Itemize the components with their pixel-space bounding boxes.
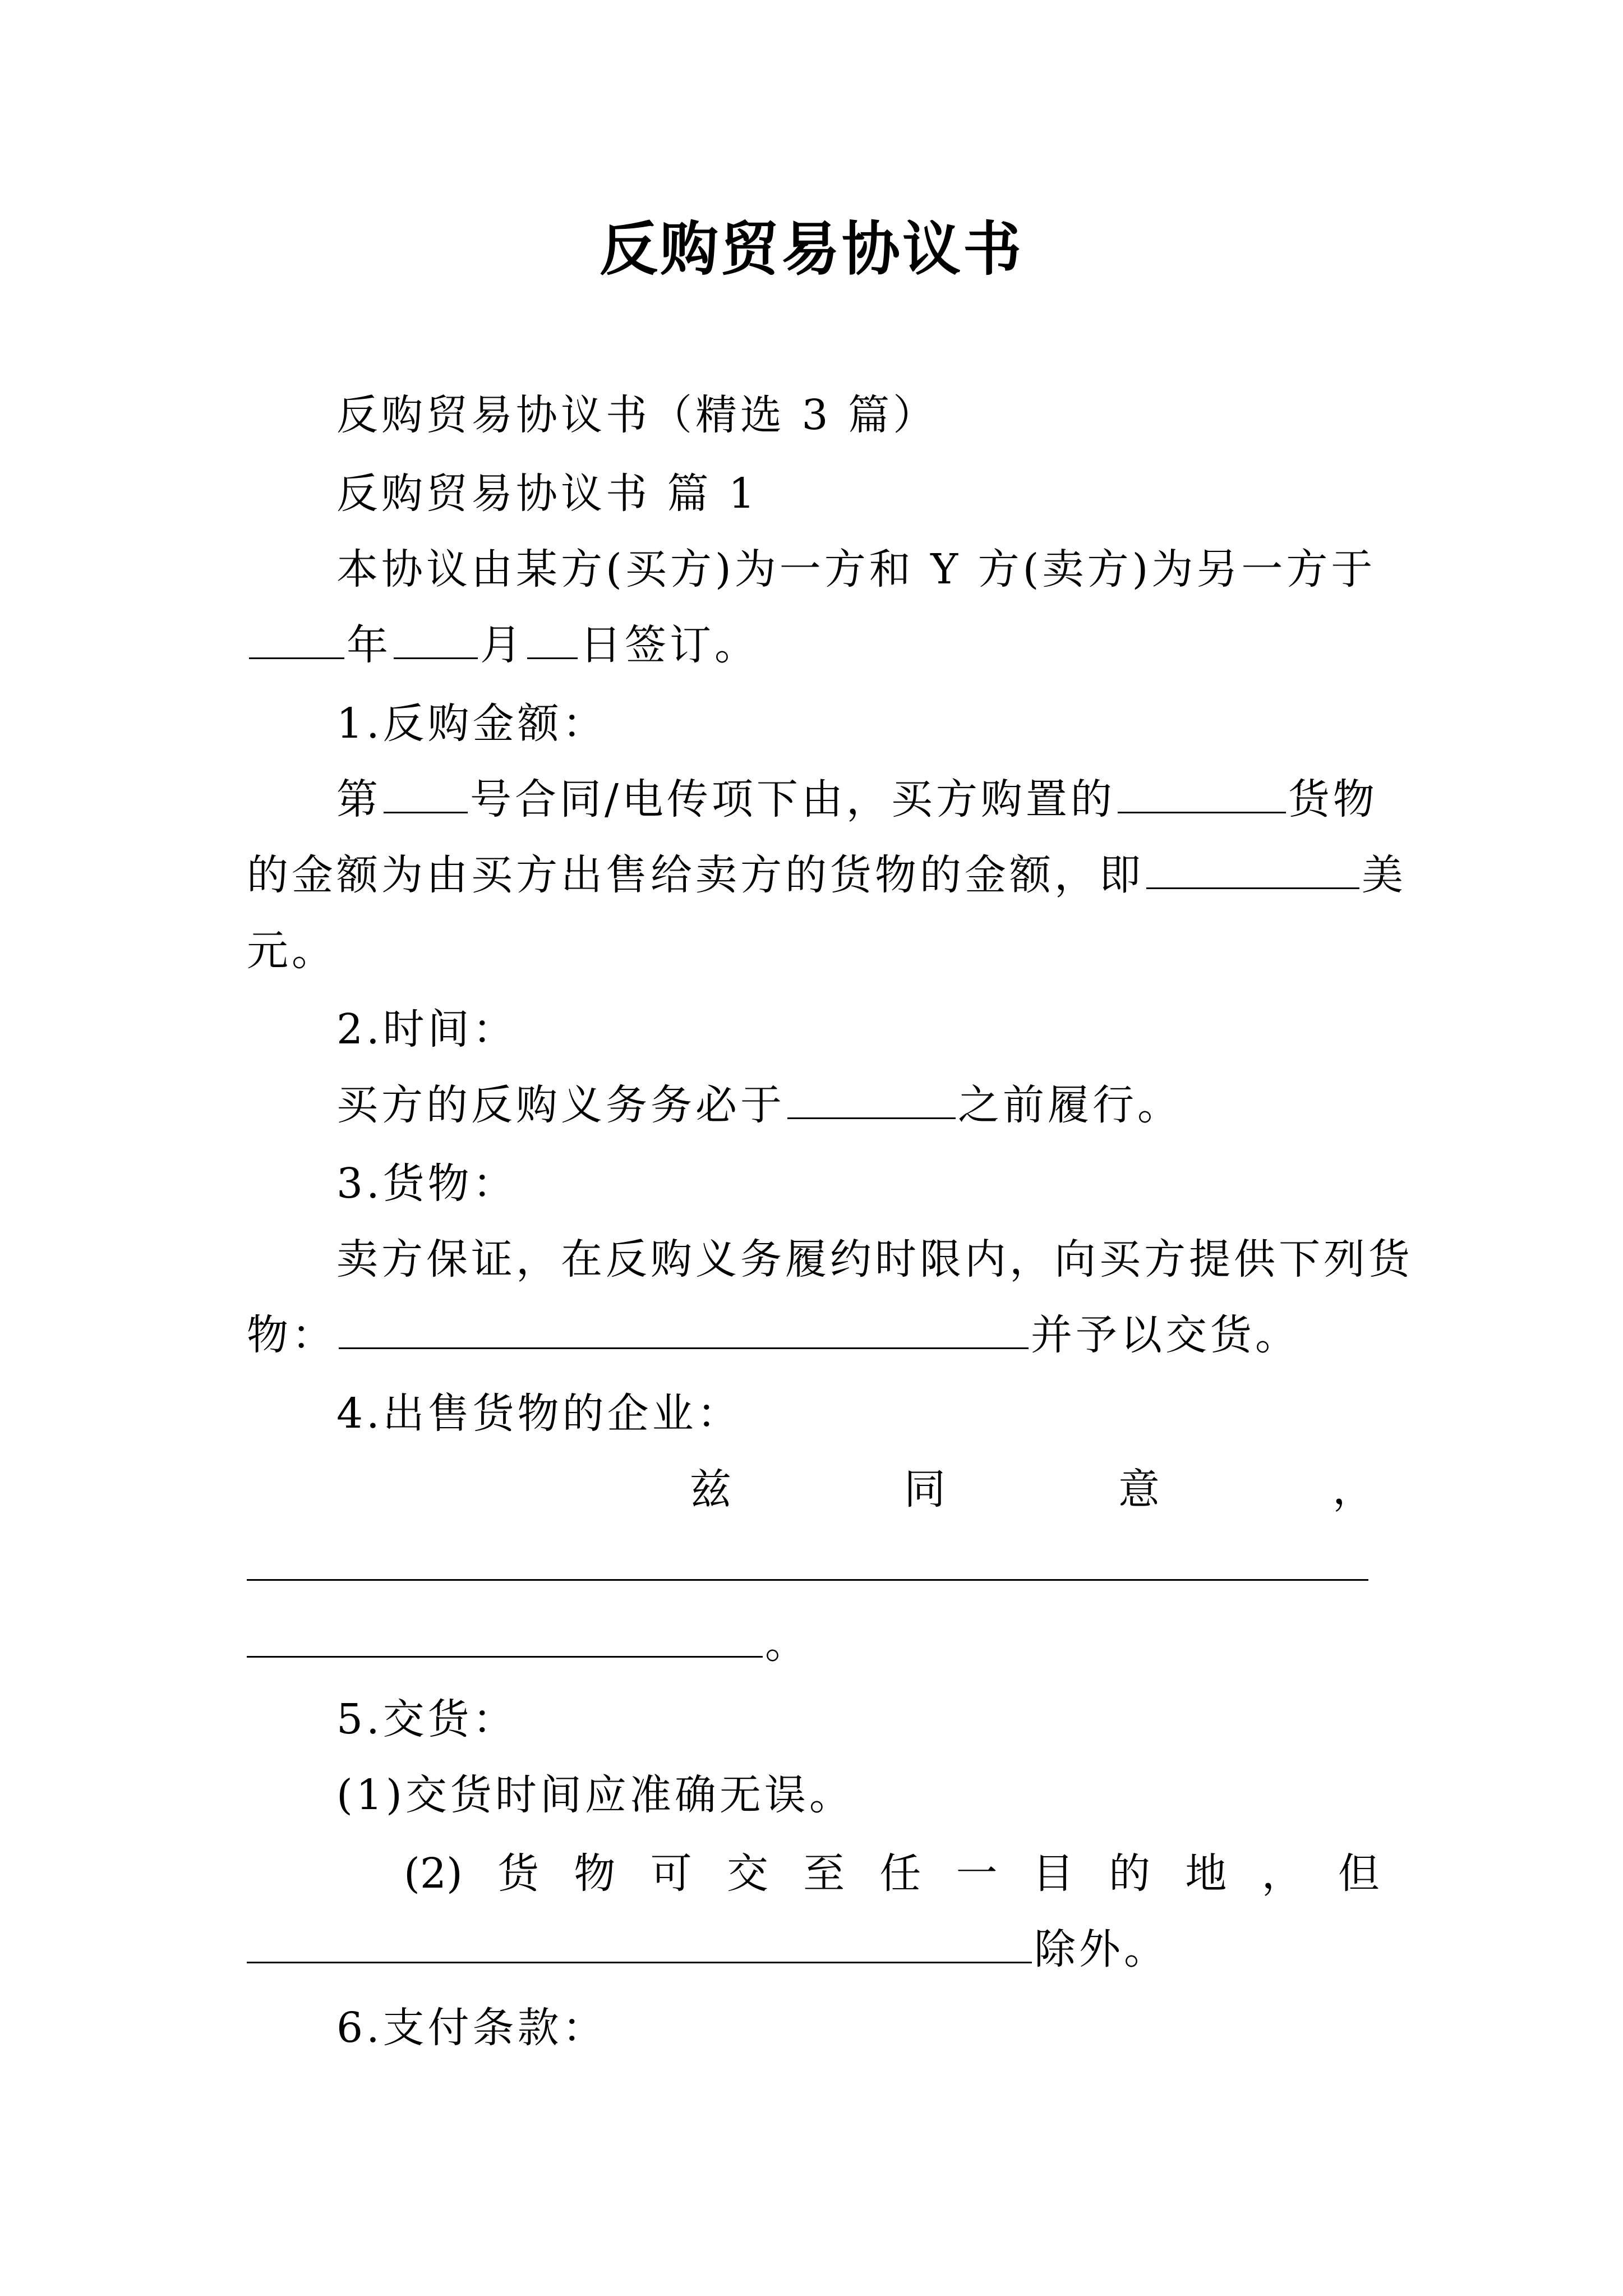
item4-blank-line-1 xyxy=(247,1579,1368,1581)
item5-text-except: 除外。 xyxy=(1034,1925,1169,1973)
item1-heading: 1.反购金额： xyxy=(336,700,607,748)
goods-blank xyxy=(1118,778,1286,813)
item1-text-c: 货物 xyxy=(1288,775,1378,823)
item2-text-b: 之前履行。 xyxy=(958,1081,1182,1129)
intro-month-label: 月 xyxy=(480,621,525,669)
item1-text-d: 的金额为由买方出售给卖方的货物的金额，即 xyxy=(247,851,1144,899)
item1-paragraph-line-3: 元。 xyxy=(247,927,336,975)
day-blank xyxy=(527,624,578,659)
item5-paragraph-1: (1)交货时间应准确无误。 xyxy=(336,1771,854,1819)
item5-word-11: ， xyxy=(1261,1849,1303,1898)
item2-paragraph xyxy=(336,1077,1182,1133)
deadline-blank xyxy=(787,1084,956,1119)
intro-line-1: 本协议由某方(买方)为一方和 Y 方(卖方)为另一方于 xyxy=(336,545,1376,593)
item5-word-0: (2) xyxy=(404,1849,463,1898)
item4-end-mark: 。 xyxy=(765,1619,810,1668)
item5-word-4: 交 xyxy=(726,1849,768,1898)
item6-heading: 6.支付条款： xyxy=(336,2004,607,2052)
item5-word-7: 一 xyxy=(956,1849,998,1898)
item5-word-12: 但 xyxy=(1338,1849,1380,1898)
item4-heading: 4.出售货物的企业： xyxy=(336,1389,742,1438)
item5-paragraph-3 xyxy=(247,1921,1169,1977)
item4-word-1: 同 xyxy=(904,1465,946,1513)
item4-word-3: ， xyxy=(1332,1465,1374,1513)
item5-word-1: 货 xyxy=(497,1849,540,1898)
intro-year-label: 年 xyxy=(347,621,391,669)
enterprise-blank xyxy=(247,1622,763,1658)
item5-word-6: 任 xyxy=(879,1849,921,1898)
item5-paragraph-2 xyxy=(404,1846,1380,1902)
month-blank xyxy=(394,624,478,659)
item5-heading: 5.交货： xyxy=(336,1695,518,1743)
item3-heading: 3.货物： xyxy=(336,1159,518,1208)
intro-day-label: 日签订。 xyxy=(580,621,759,669)
exception-blank xyxy=(247,1928,1032,1963)
intro-line-2 xyxy=(247,617,759,673)
item1-paragraph-line-2 xyxy=(247,847,1407,903)
contract-number-blank xyxy=(384,778,468,813)
document-title: 反购贸易协议书 xyxy=(599,215,1023,283)
amount-blank xyxy=(1146,854,1359,889)
item2-heading: 2.时间： xyxy=(336,1005,518,1053)
item1-text-e: 美 xyxy=(1362,851,1407,899)
item4-blank-line-2 xyxy=(247,1616,810,1672)
item1-text-b: 号合同/电传项下由，买方购置的 xyxy=(470,775,1115,823)
item5-word-9: 的 xyxy=(1109,1849,1151,1898)
item3-paragraph-line-2 xyxy=(247,1307,1300,1363)
item3-paragraph-line-1: 卖方保证，在反购义务履约时限内，向买方提供下列货 xyxy=(336,1235,1413,1283)
item5-word-2: 物 xyxy=(574,1849,616,1898)
item4-word-2: 意 xyxy=(1118,1465,1160,1513)
item2-text-a: 买方的反购义务务必于 xyxy=(336,1081,785,1129)
item4-agreement-words xyxy=(690,1461,1374,1517)
item5-word-10: 地 xyxy=(1185,1849,1227,1898)
item3-text-a: 物： xyxy=(247,1311,336,1359)
item1-paragraph-line-1 xyxy=(336,771,1378,827)
item4-word-0: 兹 xyxy=(690,1465,731,1513)
item3-text-b: 并予以交货。 xyxy=(1031,1311,1300,1359)
year-blank xyxy=(249,624,344,659)
item1-text-a: 第 xyxy=(336,775,381,823)
item5-word-5: 至 xyxy=(803,1849,845,1898)
item5-word-3: 可 xyxy=(650,1849,692,1898)
document-subtitle: 反购贸易协议书（精选 3 篇） xyxy=(336,391,938,439)
section-heading: 反购贸易协议书 篇 1 xyxy=(336,470,759,518)
item5-word-8: 目 xyxy=(1032,1849,1074,1898)
goods-list-blank xyxy=(339,1314,1029,1349)
